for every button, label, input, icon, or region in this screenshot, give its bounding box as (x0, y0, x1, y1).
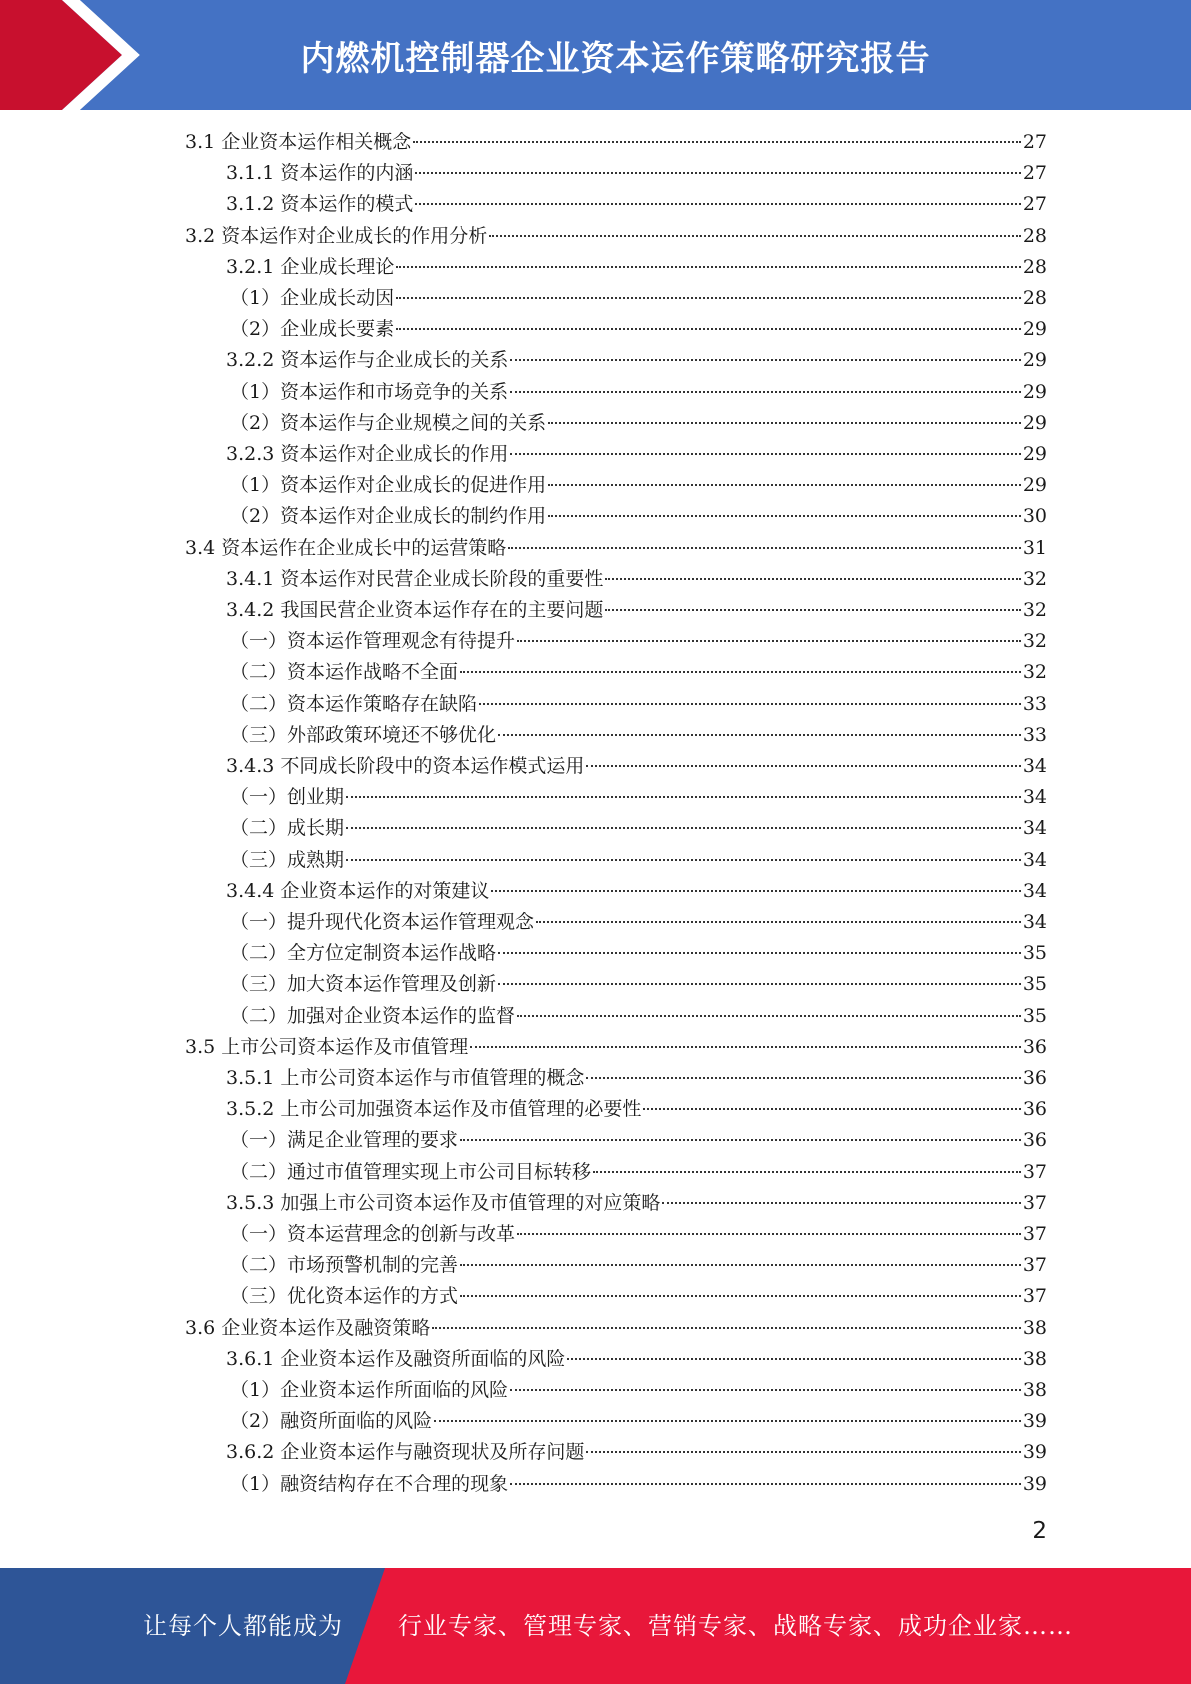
toc-dot-leader (396, 266, 1020, 268)
toc-dot-leader (508, 547, 1021, 549)
toc-entry[interactable] (230, 657, 1047, 688)
toc-entry-label: 3.5.2 上市公司加强资本运作及市值管理的必要性 (226, 1098, 642, 1121)
toc-entry-label: （1）资本运作对企业成长的促进作用 (230, 474, 547, 497)
toc-entry-label: 3.6.1 企业资本运作及融资所面临的风险 (226, 1347, 566, 1370)
footer-slogan-right: 行业专家、管理专家、营销专家、战略专家、成功企业家…… (398, 1612, 1073, 1640)
toc-entry-page: 32 (1022, 661, 1047, 684)
toc-entry-label: （1）融资结构存在不合理的现象 (230, 1472, 509, 1495)
toc-entry-page: 27 (1022, 131, 1047, 153)
page-header (0, 0, 1191, 110)
toc-dot-leader (510, 1483, 1021, 1485)
toc-entry[interactable] (226, 189, 1047, 220)
toc-entry-page: 34 (1022, 879, 1047, 902)
toc-dot-leader (510, 453, 1020, 455)
toc-entry-page: 29 (1022, 474, 1047, 497)
toc-entry-label: 3.4 资本运作在企业成长中的运营策略 (185, 536, 507, 559)
toc-dot-leader (396, 328, 1021, 330)
toc-dot-leader (491, 890, 1020, 892)
toc-entry-page: 39 (1022, 1441, 1047, 1464)
toc-dot-leader (346, 827, 1021, 829)
toc-entry[interactable] (230, 501, 1047, 532)
toc-entry[interactable] (230, 938, 1047, 969)
toc-entry-page: 27 (1022, 162, 1047, 185)
toc-dot-leader (510, 391, 1021, 393)
toc-dot-leader (434, 1420, 1021, 1422)
toc-entry-page: 36 (1022, 1067, 1047, 1089)
toc-dot-leader (536, 921, 1021, 923)
toc-entry-label: 3.6.2 企业资本运作与融资现状及所存问题 (226, 1441, 585, 1464)
toc-entry-label: （二）市场预警机制的完善 (230, 1254, 459, 1277)
toc-entry[interactable] (185, 1032, 1047, 1063)
toc-entry[interactable] (230, 969, 1047, 1000)
toc-entry-label: （二）加强对企业资本运作的监督 (230, 1004, 516, 1027)
toc-entry-page: 32 (1022, 567, 1047, 590)
toc-entry-label: （1）企业资本运作所面临的风险 (230, 1379, 509, 1401)
toc-entry-page: 35 (1022, 942, 1047, 965)
toc-entry-page: 29 (1022, 411, 1047, 434)
toc-entry-label: （二）全方位定制资本运作战略 (230, 942, 497, 965)
toc-entry-label: （二）资本运作策略存在缺陷 (230, 692, 478, 715)
toc-entry-label: （2）企业成长要素 (230, 318, 395, 341)
toc-entry-label: （三）成熟期 (230, 848, 345, 871)
toc-entry-label: 3.5.1 上市公司资本运作与市值管理的概念 (226, 1067, 585, 1089)
footer-slogan-left: 让每个人都能成为 (143, 1612, 343, 1640)
toc-dot-leader (346, 859, 1021, 861)
toc-entry[interactable] (230, 314, 1047, 345)
toc-dot-leader (479, 703, 1021, 705)
toc-dot-leader (460, 1139, 1021, 1141)
toc-dot-leader (489, 235, 1021, 237)
toc-entry-label: 3.2.1 企业成长理论 (226, 255, 395, 278)
toc-dot-leader (460, 1295, 1021, 1297)
toc-entry[interactable] (230, 1406, 1047, 1437)
toc-entry-page: 35 (1022, 1004, 1047, 1027)
toc-entry[interactable] (230, 626, 1047, 657)
toc-entry-page: 37 (1022, 1285, 1047, 1308)
toc-entry-label: （一）资本运作管理观念有待提升 (230, 630, 516, 653)
toc-entry-label: （2）资本运作与企业规模之间的关系 (230, 411, 547, 434)
toc-entry-label: （2）融资所面临的风险 (230, 1410, 433, 1433)
toc-dot-leader (470, 1046, 1021, 1048)
toc-entry-page: 39 (1022, 1410, 1047, 1433)
toc-dot-leader (510, 359, 1020, 361)
toc-entry-page: 33 (1022, 692, 1047, 715)
header-arrow-decoration (0, 0, 150, 110)
toc-dot-leader (498, 983, 1021, 985)
toc-entry[interactable] (226, 1344, 1047, 1375)
toc-entry-page: 29 (1022, 443, 1047, 465)
toc-entry-page: 39 (1022, 1472, 1047, 1495)
toc-entry[interactable] (226, 252, 1047, 283)
toc-entry-label: 3.4.2 我国民营企业资本运作存在的主要问题 (226, 599, 604, 621)
toc-entry-page: 28 (1022, 224, 1047, 247)
toc-entry[interactable] (230, 1469, 1047, 1500)
toc-entry[interactable] (226, 876, 1047, 907)
toc-entry[interactable] (226, 1188, 1047, 1219)
toc-entry[interactable] (226, 564, 1047, 595)
toc-entry-page: 34 (1022, 911, 1047, 933)
toc-entry-page: 34 (1022, 817, 1047, 840)
toc-entry-label: 3.4.1 资本运作对民营企业成长阶段的重要性 (226, 567, 604, 590)
toc-entry[interactable] (226, 1063, 1047, 1094)
toc-dot-leader (413, 141, 1021, 143)
toc-entry-label: （一）满足企业管理的要求 (230, 1129, 459, 1152)
toc-entry-page: 32 (1022, 599, 1047, 621)
page-number: 2 (1032, 1518, 1047, 1544)
toc-entry-page: 31 (1022, 536, 1047, 559)
toc-dot-leader (517, 1015, 1021, 1017)
toc-entry-label: 3.5 上市公司资本运作及市值管理 (185, 1035, 469, 1058)
toc-entry-page: 37 (1022, 1191, 1047, 1214)
toc-entry-label: 3.4.4 企业资本运作的对策建议 (226, 879, 490, 902)
toc-dot-leader (567, 1358, 1020, 1360)
toc-dot-leader (460, 1264, 1021, 1266)
toc-dot-leader (586, 765, 1020, 767)
toc-entry[interactable] (230, 470, 1047, 501)
toc-entry[interactable] (226, 751, 1047, 782)
toc-entry-label: 3.6 企业资本运作及融资策略 (185, 1316, 431, 1339)
toc-entry[interactable] (226, 595, 1047, 626)
toc-entry[interactable] (230, 377, 1047, 408)
toc-entry-label: （二）通过市值管理实现上市公司目标转移 (230, 1160, 592, 1183)
toc-entry-label: （三）优化资本运作的方式 (230, 1285, 459, 1308)
toc-dot-leader (415, 203, 1020, 205)
toc-entry-label: 3.1.2 资本运作的模式 (226, 193, 414, 216)
toc-entry-page: 29 (1022, 349, 1047, 372)
toc-dot-leader (605, 578, 1020, 580)
toc-entry-label: （三）加大资本运作管理及创新 (230, 973, 497, 996)
toc-entry[interactable] (230, 1219, 1047, 1250)
toc-entry-label: 3.2.2 资本运作与企业成长的关系 (226, 349, 509, 372)
page-footer (0, 1568, 1191, 1684)
toc-entry-page: 33 (1022, 723, 1047, 746)
toc-entry-page: 38 (1022, 1316, 1047, 1339)
toc-entry[interactable] (185, 1313, 1047, 1344)
toc-entry-label: 3.2 资本运作对企业成长的作用分析 (185, 224, 488, 247)
toc-entry-label: （一）创业期 (230, 786, 345, 809)
toc-entry-page: 35 (1022, 973, 1047, 996)
toc-dot-leader (586, 1077, 1020, 1079)
toc-entry-page: 36 (1022, 1035, 1047, 1058)
toc-entry-page: 34 (1022, 848, 1047, 871)
toc-entry-page: 37 (1022, 1160, 1047, 1183)
toc-entry-page: 32 (1022, 630, 1047, 653)
toc-entry-label: 3.1 企业资本运作相关概念 (185, 131, 412, 153)
toc-entry-page: 38 (1022, 1379, 1047, 1401)
toc-entry-page: 29 (1022, 318, 1047, 341)
toc-entry[interactable] (226, 439, 1047, 470)
toc-entry[interactable] (230, 1250, 1047, 1281)
toc-dot-leader (498, 734, 1021, 736)
toc-entry-page: 28 (1022, 287, 1047, 309)
toc-entry[interactable] (185, 533, 1047, 564)
toc-entry[interactable] (230, 1375, 1047, 1406)
toc-dot-leader (510, 1389, 1021, 1391)
toc-dot-leader (498, 952, 1021, 954)
toc-entry-page: 37 (1022, 1223, 1047, 1245)
toc-dot-leader (517, 1233, 1021, 1235)
toc-entry-page: 38 (1022, 1347, 1047, 1370)
toc-dot-leader (548, 515, 1021, 517)
toc-entry[interactable] (185, 221, 1047, 252)
toc-entry-page: 27 (1022, 193, 1047, 216)
toc-entry[interactable] (230, 1125, 1047, 1156)
toc-entry[interactable] (226, 1094, 1047, 1125)
toc-dot-leader (548, 422, 1021, 424)
toc-entry[interactable] (185, 127, 1047, 158)
toc-entry-page: 28 (1022, 255, 1047, 278)
toc-entry-label: 3.2.3 资本运作对企业成长的作用 (226, 443, 509, 465)
toc-entry-label: 3.4.3 不同成长阶段中的资本运作模式运用 (226, 755, 585, 777)
toc-entry-label: 3.5.3 加强上市公司资本运作及市值管理的对应策略 (226, 1191, 661, 1214)
toc-entry-label: 3.1.1 资本运作的内涵 (226, 162, 414, 185)
toc-dot-leader (548, 484, 1021, 486)
toc-entry-label: （二）资本运作战略不全面 (230, 661, 459, 684)
toc-entry-label: （1）企业成长动因 (230, 287, 395, 309)
toc-entry-label: （三）外部政策环境还不够优化 (230, 723, 497, 746)
toc-entry[interactable] (230, 1001, 1047, 1032)
toc-entry[interactable] (226, 1437, 1047, 1468)
toc-entry[interactable] (226, 158, 1047, 189)
toc-entry[interactable] (230, 813, 1047, 844)
toc-entry[interactable] (230, 1281, 1047, 1312)
toc-entry[interactable] (226, 345, 1047, 376)
toc-entry-label: （一）提升现代化资本运作管理观念 (230, 911, 535, 933)
toc-entry-page: 29 (1022, 380, 1047, 403)
toc-dot-leader (415, 172, 1020, 174)
toc-entry-label: （一）资本运营理念的创新与改革 (230, 1223, 516, 1245)
toc-entry-page: 36 (1022, 1098, 1047, 1121)
toc-entry[interactable] (230, 689, 1047, 720)
toc-entry[interactable] (230, 283, 1047, 314)
toc-entry[interactable] (230, 782, 1047, 813)
toc-entry[interactable] (230, 907, 1047, 938)
toc-entry-page: 34 (1022, 755, 1047, 777)
toc-entry[interactable] (230, 845, 1047, 876)
toc-entry-page: 37 (1022, 1254, 1047, 1277)
toc-entry-page: 30 (1022, 505, 1047, 528)
toc-entry-label: （2）资本运作对企业成长的制约作用 (230, 505, 547, 528)
toc-dot-leader (396, 297, 1021, 299)
report-title: 内燃机控制器企业资本运作策略研究报告 (300, 38, 931, 79)
toc-dot-leader (662, 1202, 1020, 1204)
toc-entry-label: （二）成长期 (230, 817, 345, 840)
toc-dot-leader (432, 1327, 1021, 1329)
toc-entry-page: 34 (1022, 786, 1047, 809)
toc-entry-label: （1）资本运作和市场竞争的关系 (230, 380, 509, 403)
toc-dot-leader (460, 671, 1021, 673)
toc-entry[interactable] (230, 720, 1047, 751)
toc-dot-leader (517, 640, 1021, 642)
toc-dot-leader (643, 1108, 1020, 1110)
toc-dot-leader (346, 796, 1021, 798)
toc-dot-leader (586, 1451, 1020, 1453)
toc-dot-leader (605, 609, 1020, 611)
toc-dot-leader (593, 1171, 1021, 1173)
toc-entry[interactable] (230, 1157, 1047, 1188)
toc-entry-page: 36 (1022, 1129, 1047, 1152)
toc-entry[interactable] (230, 408, 1047, 439)
